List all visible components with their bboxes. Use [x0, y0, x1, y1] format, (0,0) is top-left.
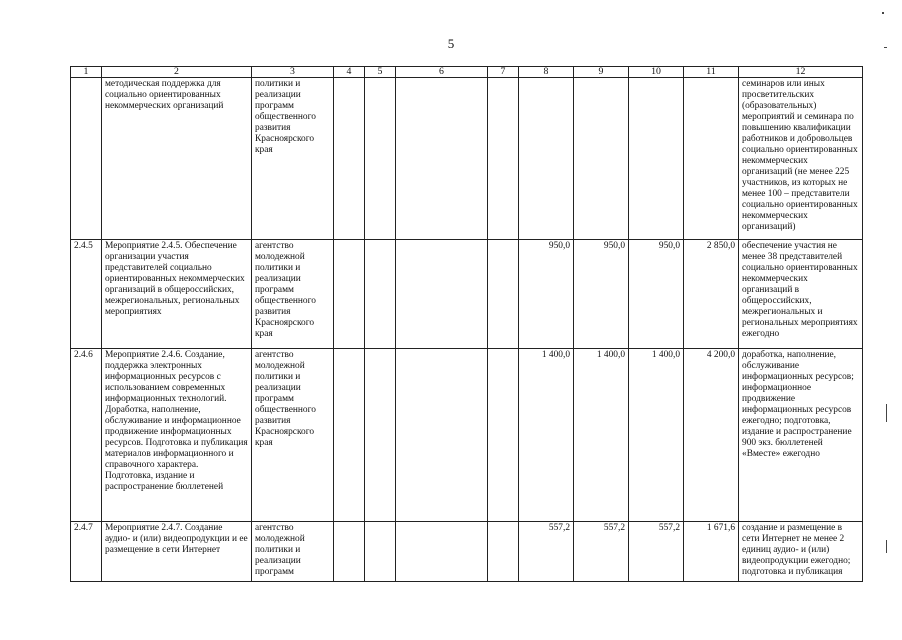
column-header: 9 [574, 67, 629, 78]
activity-name: Мероприятие 2.4.6. Создание, поддержка электронных информационных ресурсов с использованием современных информационных технологий. Доработка, наполнение, обслуживание и информационное продвижение информационных ресурсов. Подготовка и публикация материалов информационного и справочного характера. Подготовка, издание и распространение бюллетеней [102, 349, 252, 522]
header-row [71, 67, 863, 78]
amount-total-cell: 4 200,0 [684, 349, 739, 522]
activity-name: Мероприятие 2.4.7. Создание аудио- и (или) видеопродукции и ее размещение в сети Интернет [102, 522, 252, 582]
cell [365, 349, 396, 522]
expected-result: обеспечение участия не менее 38 представителей социально ориентированных некоммерческих организаций в общероссийских, межрегиональных и региональных мероприятиях ежегодно [739, 240, 863, 349]
executor: агентство молодежной политики и реализации программ общественного развития Красноярского края [252, 240, 334, 349]
executor: агентство молодежной политики и реализации программ общественного развития Красноярского края [252, 349, 334, 522]
column-header: 7 [488, 67, 519, 78]
column-header: 12 [739, 67, 863, 78]
column-header: 5 [365, 67, 396, 78]
table-row [71, 522, 863, 582]
column-header: 4 [334, 67, 365, 78]
amount-cell: 950,0 [574, 240, 629, 349]
table-row [71, 78, 863, 240]
column-header: 6 [396, 67, 488, 78]
cell [396, 78, 488, 240]
cell [334, 78, 365, 240]
cell [396, 349, 488, 522]
column-header: 11 [684, 67, 739, 78]
amount-cell: 950,0 [519, 240, 574, 349]
scan-mark [884, 47, 887, 48]
cell [488, 240, 519, 349]
cell [365, 240, 396, 349]
cell [396, 240, 488, 349]
amount-total-cell: 1 671,6 [684, 522, 739, 582]
expected-result: семинаров или иных просветительских (образовательных) мероприятий и семинара по повышению квалификации работников и добровольцев социально ориентированных некоммерческих организаций (не менее 225 участников, из которых не менее 100 – представители социально ориентированных некоммерческих организаций) [739, 78, 863, 240]
column-header: 10 [629, 67, 684, 78]
cell [396, 522, 488, 582]
row-code: 2.4.5 [71, 240, 102, 349]
table-row [71, 240, 863, 349]
amount-cell [519, 78, 574, 240]
amount-cell: 557,2 [629, 522, 684, 582]
amount-cell: 1 400,0 [629, 349, 684, 522]
cell [488, 349, 519, 522]
expected-result: доработка, наполнение, обслуживание информационных ресурсов; информационное продвижение информационных ресурсов ежегодно; подготовка, издание и распространение 900 экз. бюллетеней «Вместе» ежегодно [739, 349, 863, 522]
cell [488, 522, 519, 582]
cell [365, 522, 396, 582]
cell [334, 349, 365, 522]
amount-cell: 1 400,0 [574, 349, 629, 522]
activity-name: Мероприятие 2.4.5. Обеспечение организации участия представителей социально ориентированных некоммерческих организаций в общероссийских, межрегиональных, региональных мероприятиях [102, 240, 252, 349]
amount-cell: 1 400,0 [519, 349, 574, 522]
amount-cell [574, 78, 629, 240]
scan-mark [886, 404, 887, 422]
amount-cell: 950,0 [629, 240, 684, 349]
column-header: 2 [102, 67, 252, 78]
program-activities-table [70, 66, 863, 582]
scan-mark [882, 12, 884, 14]
column-header: 1 [71, 67, 102, 78]
row-code [71, 78, 102, 240]
row-code: 2.4.6 [71, 349, 102, 522]
amount-cell: 557,2 [574, 522, 629, 582]
cell [488, 78, 519, 240]
page-number: 5 [447, 36, 455, 51]
cell [365, 78, 396, 240]
column-header: 3 [252, 67, 334, 78]
amount-cell: 557,2 [519, 522, 574, 582]
column-header: 8 [519, 67, 574, 78]
activity-name: методическая поддержка для социально ориентированных некоммерческих организаций [102, 78, 252, 240]
scan-mark [886, 540, 887, 553]
expected-result: создание и размещение в сети Интернет не менее 2 единиц аудио- и (или) видеопродукции ежегодно; подготовка и публикация [739, 522, 863, 582]
cell [334, 522, 365, 582]
amount-cell [629, 78, 684, 240]
amount-total-cell: 2 850,0 [684, 240, 739, 349]
cell [334, 240, 365, 349]
row-code: 2.4.7 [71, 522, 102, 582]
amount-total-cell [684, 78, 739, 240]
executor: агентство молодежной политики и реализации программ [252, 522, 334, 582]
executor: политики и реализации программ общественного развития Красноярского края [252, 78, 334, 240]
table-row [71, 349, 863, 522]
